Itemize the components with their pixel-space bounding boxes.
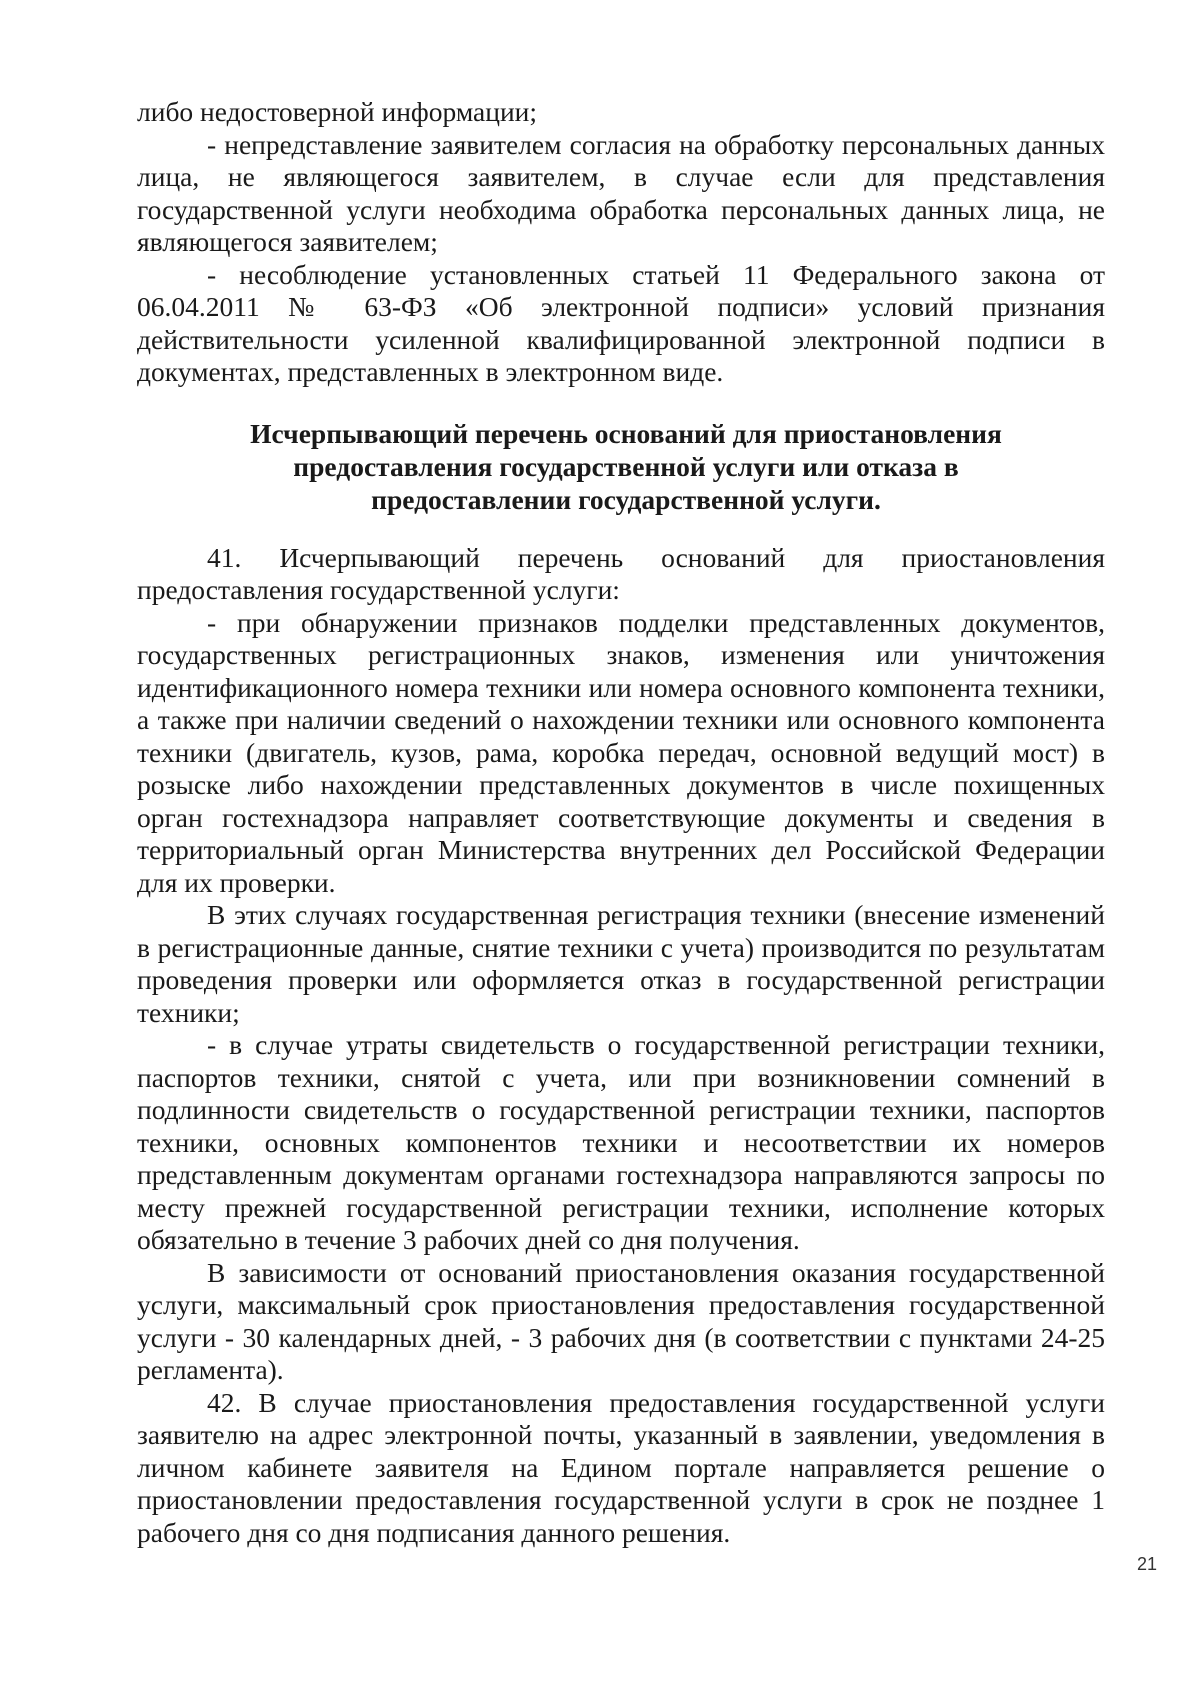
list-item-consent: - непредставление заявителем согласия на обработку персональных данных лица, не являющегося заявителем, в случае если для представления государственной услуги необходима обработка персональных данных лица, не являющегося заявителем; — [137, 128, 1105, 257]
paragraph-suspension-term: В зависимости от оснований приостановления оказания государственной услуги, максимальный срок приостановления предоставления государственной услуги - 30 календарных дней, - 3 рабочих дня (в соответствии с пунктами 24-25 регламента). — [137, 1256, 1105, 1385]
document-body — [137, 96, 1105, 1549]
clause-41: 41. Исчерпывающий перечень оснований для приостановления предоставления государственной услуги: — [137, 541, 1105, 605]
section-heading: Исчерпывающий перечень оснований для приостановления предоставления государственной услуги или отказа в предоставлении государственной услуги. — [250, 417, 1002, 515]
clause-42: 42. В случае приостановления предоставления государственной услуги заявителю на адрес электронной почты, указанный в заявлении, уведомления в личном кабинете заявителя на Едином портале направляется решение о приостановлении предоставления государственной услуги в срок не позднее 1 рабочего дня со дня подписания данного решения. — [137, 1386, 1105, 1548]
list-item-forgery: - при обнаружении признаков подделки представленных документов, государственных регистрационных знаков, изменения или уничтожения идентификационного номера техники или номера основного компонента техники, а также при наличии сведений о нахождении техники или основного компонента техники (двигатель, кузов, рама, коробка передач, основной ведущий мост) в розыске либо нахождении представленных документов в числе похищенных орган гостехнадзора направляет соответствующие документы и сведения в территориальный орган Министерства внутренних дел Российской Федерации для их проверки. — [137, 606, 1105, 898]
page-number: 21 — [1137, 1554, 1158, 1574]
list-item-signature: - несоблюдение установленных статьей 11 Федерального закона от 06.04.2011 № 63-ФЗ «Об электронной подписи» условий признания действительности усиленной квалифицированной электронной подписи в документах, представленных в электронном виде. — [137, 258, 1105, 387]
paragraph-continuation: либо недостоверной информации; — [137, 96, 538, 127]
list-item-loss: - в случае утраты свидетельств о государственной регистрации техники, паспортов техники, снятой с учета, или при возникновении сомнений в подлинности свидетельств о государственной регистрации техники, паспортов техники, основных компонентов техники и несоответствии их номеров представленным документам органами гостехнадзора направляются запросы по месту прежней государственной регистрации техники, исполнение которых обязательно в течение 3 рабочих дней со дня получения. — [137, 1029, 1105, 1255]
paragraph-registration: В этих случаях государственная регистрация техники (внесение изменений в регистрационные данные, снятие техники с учета) производится по результатам проведения проверки или оформляется отказ в государственной регистрации техники; — [137, 899, 1105, 1028]
